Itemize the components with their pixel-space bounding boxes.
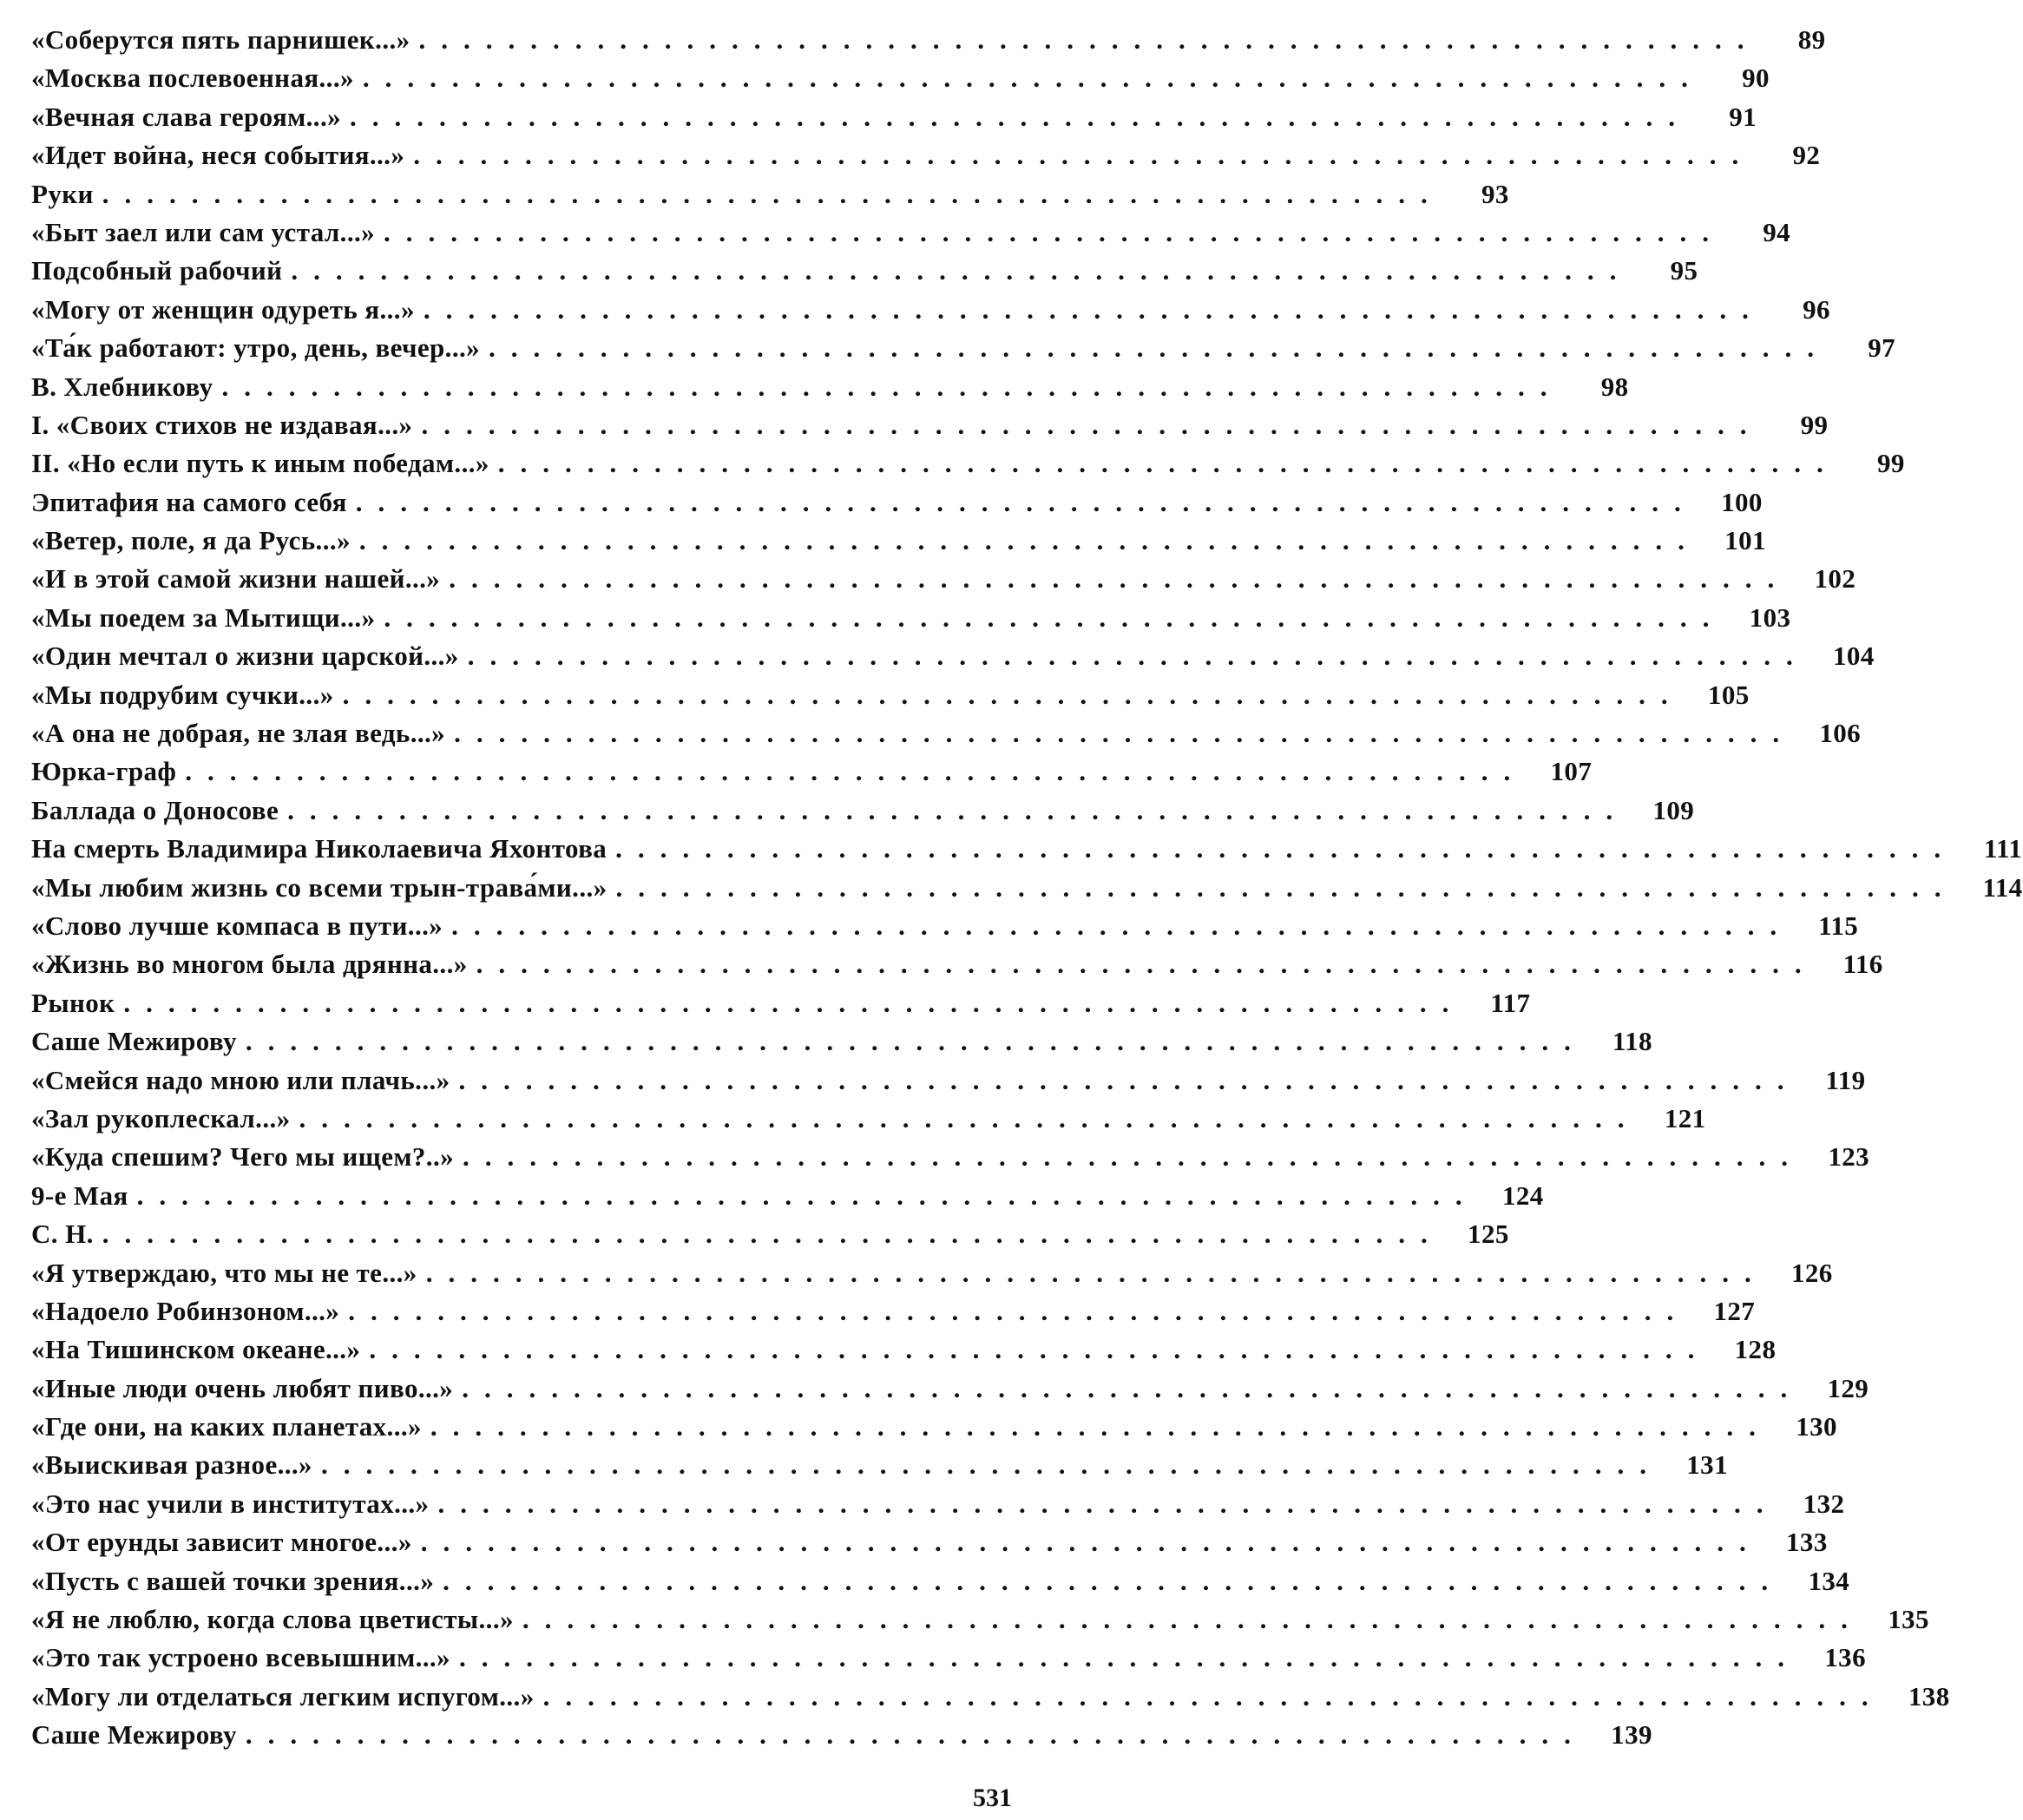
dot-leader: ............................................................ <box>458 1642 1800 1673</box>
toc-entry-title: «Мы поедем за Мытищи...» <box>31 602 384 634</box>
toc-entry <box>31 24 1826 62</box>
toc-entry <box>31 679 1750 718</box>
dot-leader: ............................................................ <box>449 563 1790 595</box>
toc-entry-title: «Могу от женщин одуреть я...» <box>31 294 424 325</box>
toc-entry <box>31 1604 1929 1642</box>
toc-entry-page: 102 <box>1814 563 1856 595</box>
toc-entry-title: «Я утверждаю, что мы не те...» <box>31 1258 426 1289</box>
toc-entry <box>31 486 1763 525</box>
toc-entry-title: Юрка-граф <box>31 756 185 787</box>
toc-entry <box>31 756 1593 794</box>
toc-entry-page: 132 <box>1803 1488 1845 1519</box>
toc-entry <box>31 255 1698 293</box>
toc-entry <box>31 910 1859 949</box>
toc-entry <box>31 718 1862 756</box>
toc-entry <box>31 1102 1706 1141</box>
toc-entry <box>31 1334 1777 1372</box>
dot-leader: ............................................................ <box>185 756 1527 787</box>
toc-entry-title: «Москва послевоенная...» <box>31 62 363 94</box>
toc-entry-page: 97 <box>1868 332 1896 364</box>
toc-entry-title: «Соберутся пять парнишек...» <box>31 24 419 56</box>
toc-entry <box>31 1257 1833 1296</box>
dot-leader: ............................................................ <box>355 486 1697 517</box>
toc-entry <box>31 949 1883 987</box>
toc-entry-page: 89 <box>1797 24 1826 55</box>
toc-entry <box>31 1141 1870 1179</box>
toc-entry-title: Саше Межирову <box>31 1719 246 1751</box>
dot-leader: ............................................................ <box>467 641 1809 672</box>
toc-entry-title: С. Н. <box>31 1219 102 1250</box>
toc-entry-page: 99 <box>1876 448 1905 479</box>
toc-entry-page: 131 <box>1686 1449 1728 1481</box>
toc-entry-page: 101 <box>1724 525 1766 556</box>
dot-leader: ............................................................ <box>430 1411 1771 1442</box>
toc-entry-page: 133 <box>1786 1527 1828 1558</box>
toc-entry <box>31 1372 1869 1411</box>
toc-entry-title: Саше Межирову <box>31 1026 246 1057</box>
toc-entry-page: 98 <box>1600 371 1629 402</box>
toc-entry-page: 121 <box>1664 1102 1706 1133</box>
toc-entry <box>31 1719 1652 1758</box>
dot-leader: ............................................................ <box>489 332 1830 364</box>
toc-entry-page: 116 <box>1842 949 1883 980</box>
toc-entry-page: 93 <box>1481 178 1509 209</box>
toc-entry-page: 123 <box>1828 1141 1870 1173</box>
toc-entry-title: II. «Но если путь к иным победам...» <box>31 448 498 479</box>
toc-entry <box>31 641 1875 679</box>
table-of-contents <box>31 24 2023 1758</box>
toc-entry <box>31 1026 1652 1064</box>
dot-leader: ............................................................ <box>420 1527 1762 1558</box>
dot-leader: ............................................................ <box>384 601 1725 633</box>
toc-entry <box>31 448 1905 486</box>
dot-leader: ............................................................ <box>458 1064 1800 1095</box>
toc-entry <box>31 601 1791 641</box>
dot-leader: ............................................................ <box>542 1680 1884 1712</box>
toc-entry-title: «Иные люди очень любят пиво...» <box>31 1373 462 1404</box>
dot-leader: ............................................................ <box>413 140 1755 171</box>
toc-entry-page: 99 <box>1800 409 1829 440</box>
toc-entry <box>31 1527 1828 1565</box>
dot-leader: ............................................................ <box>462 1372 1803 1403</box>
toc-entry <box>31 1179 1544 1219</box>
dot-leader: ............................................................ <box>522 1604 1863 1635</box>
toc-entry <box>31 1295 1756 1334</box>
toc-entry-page: 109 <box>1652 794 1695 825</box>
toc-entry-title: «Зал рукоплескал...» <box>31 1103 299 1134</box>
toc-entry-page: 92 <box>1792 140 1821 171</box>
toc-entry <box>31 871 2023 910</box>
dot-leader: ............................................................ <box>245 1719 1586 1751</box>
dot-leader: ............................................................ <box>299 1102 1640 1133</box>
toc-entry-title: «А она не добрая, не злая ведь...» <box>31 718 454 749</box>
dot-leader: ............................................................ <box>342 679 1684 710</box>
toc-entry-title: «Вечная слава героям...» <box>31 102 350 133</box>
toc-entry-title: Баллада о Доносове <box>31 795 287 826</box>
toc-entry-page: 107 <box>1550 756 1593 787</box>
toc-entry-title: «На Тишинском океане...» <box>31 1334 369 1365</box>
dot-leader: ............................................................ <box>425 1257 1767 1288</box>
toc-entry-page: 119 <box>1825 1064 1866 1095</box>
toc-entry <box>31 216 1791 255</box>
dot-leader: ............................................................ <box>245 1026 1586 1057</box>
dot-leader: ............................................................ <box>437 1488 1779 1519</box>
dot-leader: ............................................................ <box>443 1565 1784 1596</box>
toc-entry <box>31 987 1531 1026</box>
toc-entry-title: «Выискивая разное...» <box>31 1449 321 1481</box>
dot-leader: ............................................................ <box>348 1295 1690 1326</box>
dot-leader: ............................................................ <box>421 409 1763 440</box>
toc-entry-page: 103 <box>1749 601 1791 633</box>
dot-leader: ............................................................ <box>350 101 1691 132</box>
dot-leader: ............................................................ <box>123 987 1465 1018</box>
dot-leader: ............................................................ <box>136 1179 1478 1211</box>
toc-entry-page: 100 <box>1721 486 1763 517</box>
toc-entry-page: 135 <box>1888 1604 1929 1635</box>
dot-leader: ............................................................ <box>476 949 1817 980</box>
toc-entry-title: Рынок <box>31 988 123 1019</box>
toc-entry-title: Эпитафия на самого себя <box>31 487 356 518</box>
toc-entry <box>31 101 1757 140</box>
toc-entry-title: На смерть Владимира Николаевича Яхонтова <box>31 833 615 864</box>
dot-leader: ............................................................ <box>320 1449 1662 1481</box>
dot-leader: ............................................................ <box>615 833 1957 864</box>
toc-entry-title: «Один мечтал о жизни царской...» <box>31 641 468 672</box>
toc-entry-title: I. «Своих стихов не издавая...» <box>31 410 421 441</box>
toc-entry-title: «Пусть с вашей точки зрения...» <box>31 1566 443 1597</box>
toc-entry-title: В. Хлебникову <box>31 371 222 403</box>
toc-entry-title: «Смейся надо мною или плачь...» <box>31 1065 459 1096</box>
toc-entry-page: 127 <box>1713 1295 1756 1326</box>
toc-entry-title: 9-е Мая <box>31 1180 137 1212</box>
toc-entry <box>31 1488 1845 1527</box>
toc-entry-page: 104 <box>1833 641 1875 672</box>
toc-entry-page: 134 <box>1808 1565 1850 1596</box>
toc-entry-page: 106 <box>1819 718 1862 749</box>
toc-entry <box>31 794 1695 833</box>
dot-leader: ............................................................ <box>221 371 1563 402</box>
toc-entry-page: 138 <box>1908 1680 1950 1712</box>
toc-entry-page: 136 <box>1824 1642 1866 1673</box>
toc-entry-page: 94 <box>1763 216 1791 247</box>
toc-entry-title: Подсобный рабочий <box>31 255 291 286</box>
dot-leader: ............................................................ <box>384 216 1725 247</box>
toc-entry-page: 95 <box>1670 255 1698 286</box>
toc-entry-page: 126 <box>1790 1257 1833 1288</box>
toc-entry-title: «Ветер, поле, я да Русь...» <box>31 525 359 556</box>
toc-entry-page: 105 <box>1707 679 1750 710</box>
toc-entry <box>31 563 1856 601</box>
page-number: 531 <box>973 1784 1012 1812</box>
dot-leader: ............................................................ <box>287 794 1629 825</box>
toc-entry <box>31 178 1509 217</box>
dot-leader: ............................................................ <box>418 24 1760 55</box>
toc-entry-title: Руки <box>31 179 102 210</box>
toc-entry-title: «Куда спешим? Чего мы ищем?..» <box>31 1141 463 1173</box>
toc-entry <box>31 1680 1950 1719</box>
dot-leader: ............................................................ <box>451 910 1793 941</box>
dot-leader: ............................................................ <box>454 718 1796 749</box>
toc-entry-title: «Надоело Робинзоном...» <box>31 1296 348 1327</box>
toc-entry-title: «Я не люблю, когда слова цветисты...» <box>31 1604 522 1635</box>
toc-entry-page: 130 <box>1796 1411 1837 1442</box>
dot-leader: ............................................................ <box>369 1334 1711 1365</box>
toc-entry-title: «И в этой самой жизни нашей...» <box>31 563 449 595</box>
toc-entry <box>31 140 1821 178</box>
dot-leader: ............................................................ <box>358 525 1700 556</box>
toc-entry-title: «От ерунды зависит многое...» <box>31 1527 421 1558</box>
dot-leader: ............................................................ <box>362 62 1704 94</box>
toc-entry-title: «Где они, на каких планетах...» <box>31 1411 430 1442</box>
toc-entry-title: «Это так устроено всевышним...» <box>31 1642 459 1673</box>
toc-entry-page: 117 <box>1490 987 1531 1018</box>
toc-entry-page: 139 <box>1611 1719 1652 1751</box>
dot-leader: ............................................................ <box>497 448 1839 479</box>
toc-entry <box>31 371 1629 410</box>
toc-entry-page: 124 <box>1501 1179 1544 1211</box>
toc-entry-title: «Жизнь во многом была дрянна...» <box>31 949 476 980</box>
toc-entry <box>31 62 1770 101</box>
dot-leader: ............................................................ <box>291 255 1632 286</box>
toc-entry-title: «Могу ли отделаться легким испугом...» <box>31 1681 543 1712</box>
toc-entry-page: 90 <box>1742 62 1770 94</box>
toc-entry-page: 91 <box>1729 101 1757 132</box>
toc-entry <box>31 1411 1837 1449</box>
toc-entry-title: «Та́к работают: утро, день, вечер...» <box>31 332 489 364</box>
toc-entry-page: 118 <box>1612 1026 1652 1057</box>
toc-entry-title: «Мы любим жизнь со всеми трын-трава́ми...» <box>31 872 616 903</box>
dot-leader: ............................................................ <box>102 1219 1443 1250</box>
dot-leader: ............................................................ <box>102 178 1443 209</box>
toc-entry <box>31 1219 1509 1257</box>
toc-entry <box>31 409 1829 448</box>
dot-leader: ............................................................ <box>463 1141 1804 1173</box>
toc-entry <box>31 293 1830 332</box>
toc-entry <box>31 1449 1728 1488</box>
toc-entry <box>31 332 1896 371</box>
dot-leader: ............................................................ <box>615 871 1957 903</box>
toc-entry-title: «Слово лучше компаса в пути...» <box>31 910 451 942</box>
toc-entry <box>31 525 1766 563</box>
toc-entry-page: 115 <box>1818 910 1859 941</box>
toc-entry-page: 125 <box>1468 1219 1509 1250</box>
toc-entry <box>31 1642 1866 1680</box>
toc-entry-title: «Быт заел или сам устал...» <box>31 217 384 248</box>
dot-leader: ............................................................ <box>423 293 1764 325</box>
toc-entry-page: 129 <box>1827 1372 1869 1403</box>
toc-entry-page: 128 <box>1734 1334 1777 1365</box>
toc-entry <box>31 1565 1850 1604</box>
toc-entry-title: «Идет война, неся события...» <box>31 140 413 171</box>
toc-entry <box>31 1064 1866 1103</box>
toc-entry-page: 111 <box>1983 833 2023 864</box>
toc-entry-title: «Это нас учили в институтах...» <box>31 1488 437 1520</box>
toc-entry-page: 96 <box>1803 293 1830 325</box>
toc-entry-page: 114 <box>1982 871 2023 903</box>
toc-entry <box>31 833 2023 871</box>
toc-entry-title: «Мы подрубим сучки...» <box>31 680 343 711</box>
